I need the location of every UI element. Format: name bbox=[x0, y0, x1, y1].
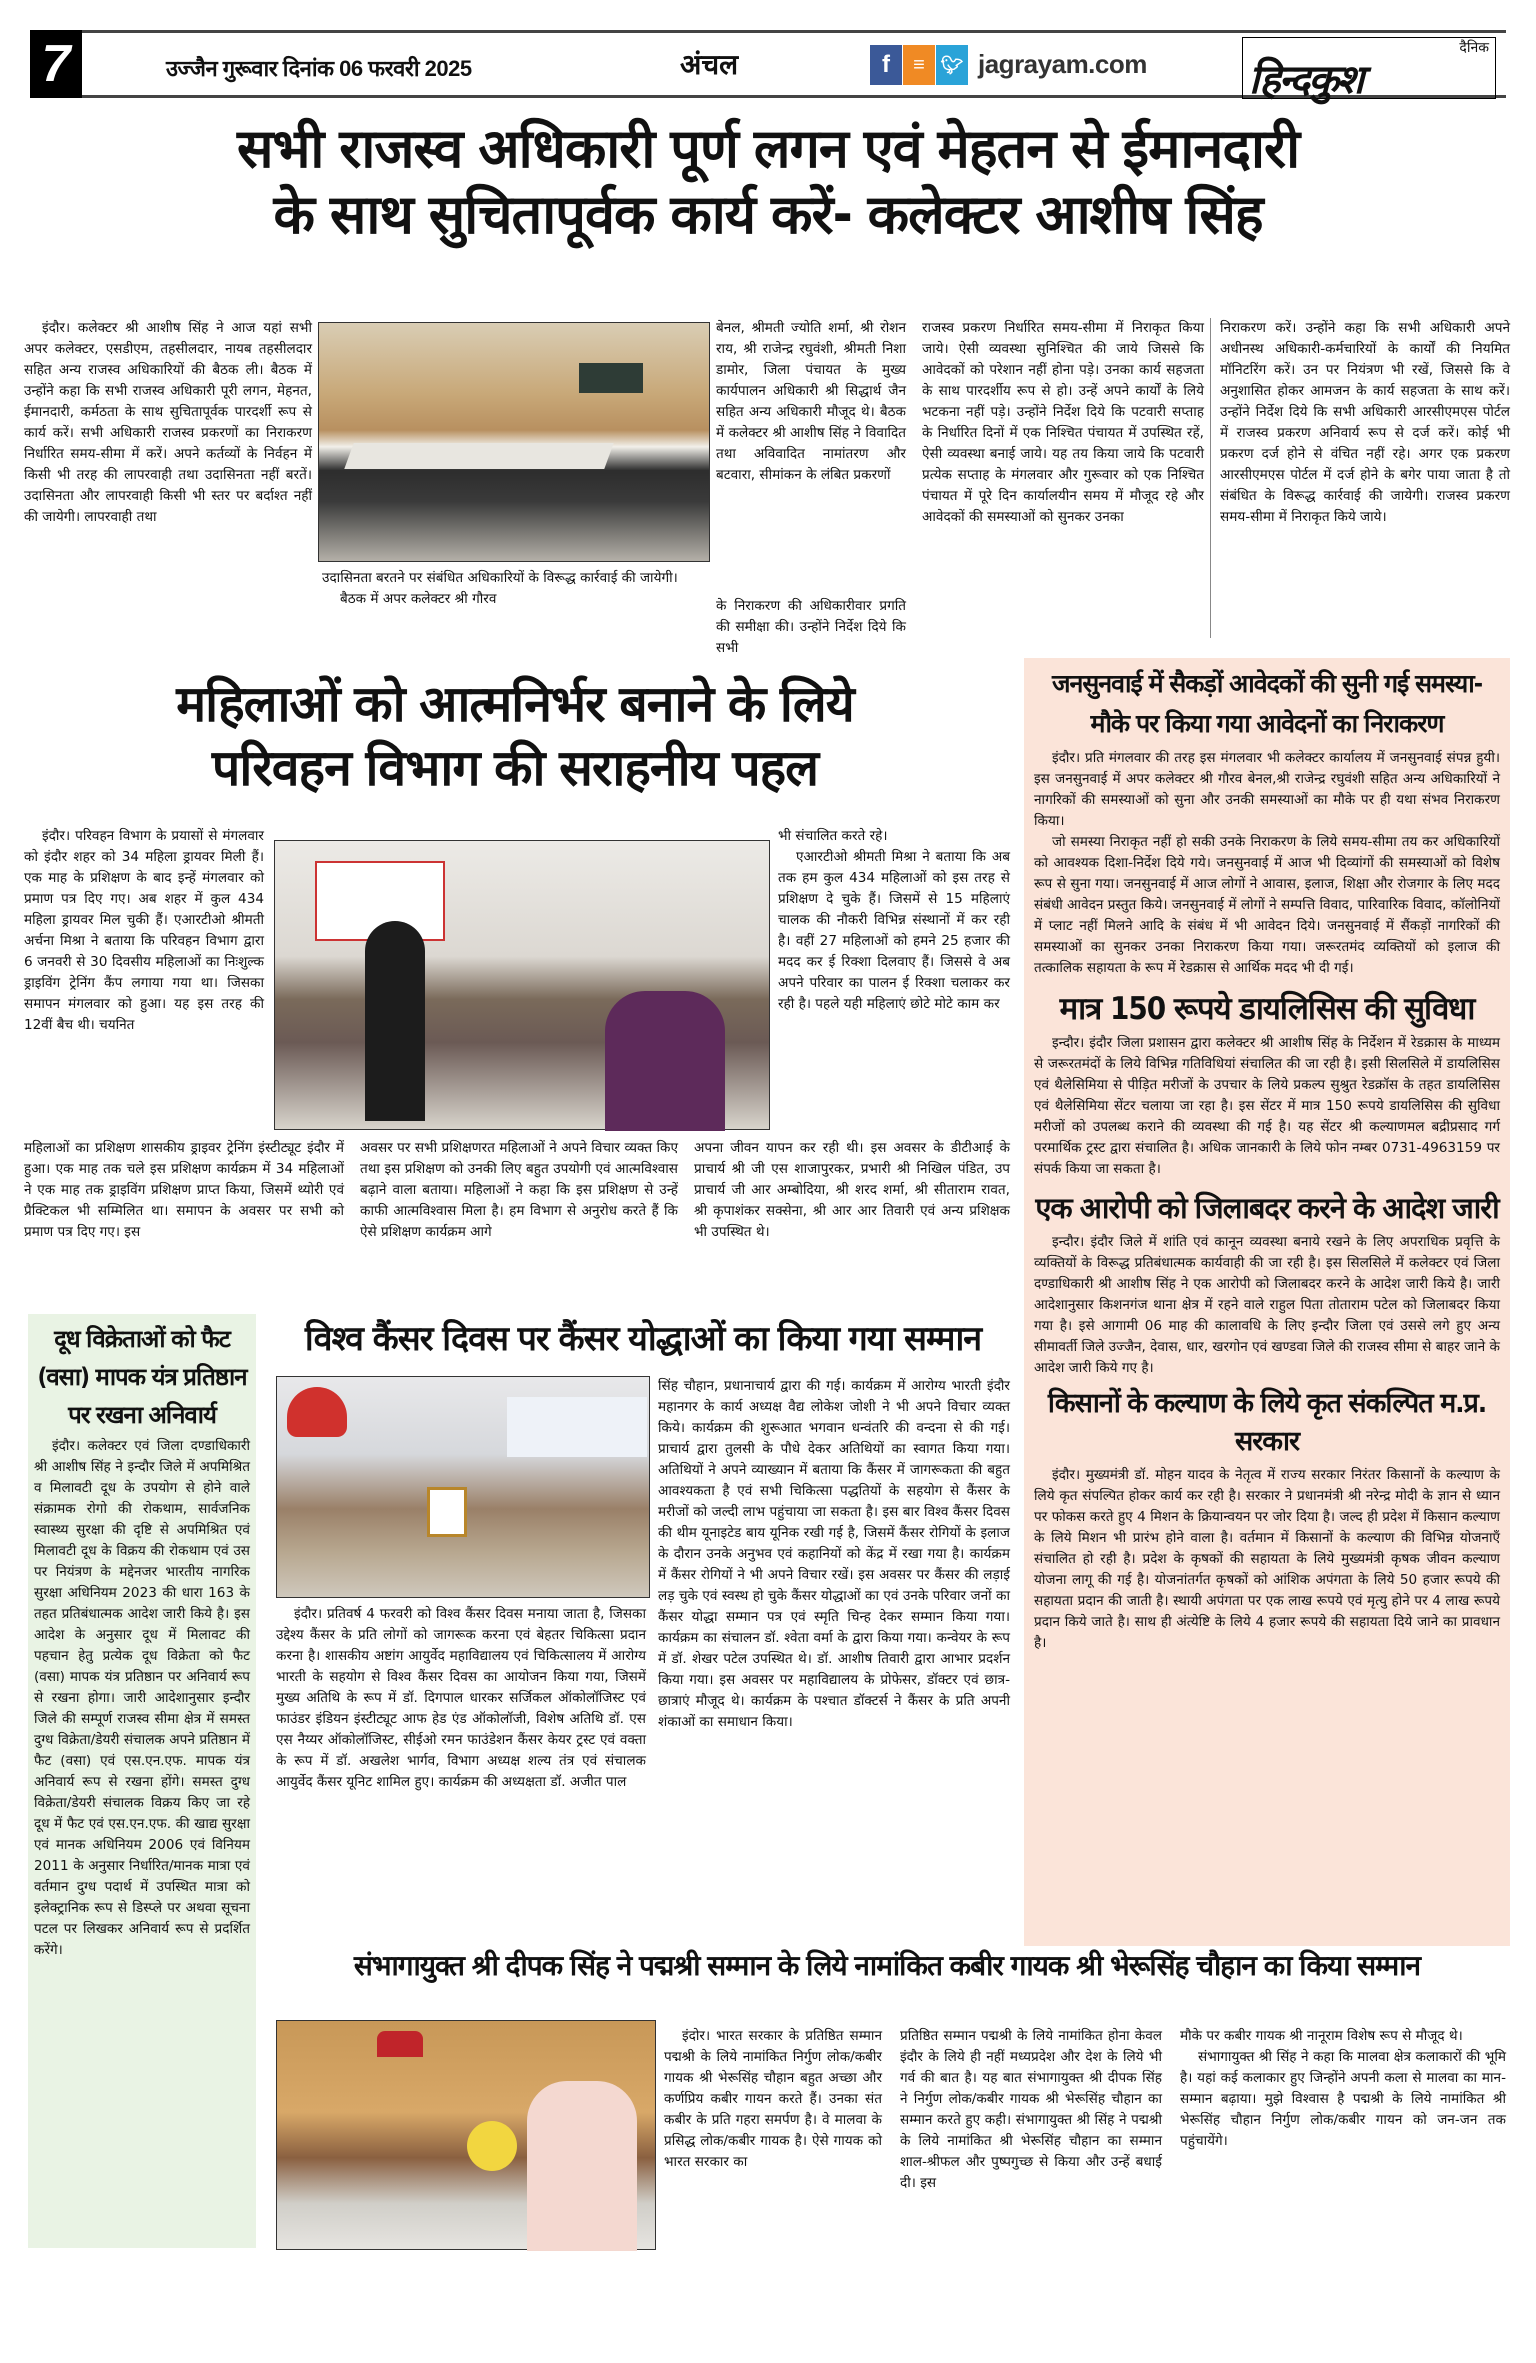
headline-line: सभी राजस्व अधिकारी पूर्ण लगन एवं मेहतन से ईमानदारी bbox=[236, 117, 1300, 180]
paragraph: एआरटीओ श्रीमती मिश्रा ने बताया कि अब तक हम कुल 434 महिलाओं को इस तरह से प्रशिक्षण दे चुके हैं। जिसमें से 15 महिलाएं चालक की नौकरी विभिन्न संस्थानों में कर रही है। वहीं 27 महिलाओं को हमने 25 हजार की मदद कर ई रिक्शा दिलवाए हैं। जिससे वे अब अपने परिवार का पालन ई रिक्शा चलाकर कर रही है। पहले यही महिलाएं छोटे मोटे काम कर bbox=[778, 849, 1010, 1012]
cancer-day-photo bbox=[276, 1376, 650, 1598]
section-name: अंचल bbox=[680, 49, 739, 80]
milk-fat-body bbox=[34, 1436, 250, 1961]
paragraph: प्रतिष्ठित सम्मान पद्मश्री के लिये नामांकित होना केवल इंदौर के लिये ही नहीं मध्यप्रदेश और देश के लिये भी गर्व की बात है। यह बात संभागायुक्त श्री दीपक सिंह ने निर्गुण लोक/कबीर गायक श्री भेरूसिंह चौहान का सम्मान करते हुए कही। संभागायुक्त श्री सिंह ने पद्मश्री के लिये नामांकित श्री भेरूसिंह चौहान का सम्मान शाल-श्रीफल और पुष्पगुच्छ से किया और उन्हें बधाई दी। इस bbox=[900, 2028, 1162, 2191]
headline-line: पर रखना अनिवार्य bbox=[68, 1401, 216, 1429]
certificate-in-photo bbox=[427, 1487, 467, 1537]
story1-column-3 bbox=[716, 318, 906, 574]
story3-headline: विश्व कैंसर दिवस पर कैंसर योद्धाओं का किया गया सम्मान bbox=[304, 1319, 982, 1359]
award-photo bbox=[276, 2020, 656, 2250]
green-sidebar-box bbox=[28, 1314, 256, 2248]
dialysis-body bbox=[1034, 1033, 1500, 1180]
story1-column-1 bbox=[24, 318, 312, 638]
story3-column-2 bbox=[658, 1376, 1010, 1922]
headline-line: के साथ सुचितापूर्वक कार्य करें- कलेक्टर आशीष सिंह bbox=[273, 183, 1263, 246]
story2-column-2 bbox=[360, 1138, 678, 1300]
story1-column-2 bbox=[322, 568, 706, 638]
zilabadar-body bbox=[1034, 1232, 1500, 1379]
newspaper-logo bbox=[1242, 37, 1496, 103]
story4-column-3 bbox=[1180, 2026, 1506, 2250]
page-number: 7 bbox=[30, 30, 82, 98]
person-in-photo bbox=[527, 2081, 637, 2251]
story1-headline bbox=[20, 116, 1516, 248]
paragraph: इंदौर। प्रतिवर्ष 4 फरवरी को विश्व कैंसर दिवस मनाया जाता है, जिसका उद्देश्य कैंसर के प्रति लोगों को जागरूक करना एवं बेहतर चिकित्सा प्रदान करना है। शासकीय अष्टांग आयुर्वेद महाविद्यालय एवं चिकित्सालय में आरोग्य भारती के सहयोग से विश्व कैंसर दिवस का आयोजन किया गया, जिसमें मुख्य अतिथि के रूप में डॉ. दिगपाल धारकर सर्जिकल ऑकोलॉजिस्ट एवं फाउंडर इंडियन इंस्टीट्यूट आफ हेड एंड ऑकोलॉजी, विशेष अतिथि डॉ. एस एस नैय्यर ऑकोलॉजिस्ट, सीईओ रमन फाउंडेशन कैंसर केयर ट्रस्ट एवं वक्ता के रूप में डॉ. अखलेश भार्गव, विभाग अध्यक्ष शल्य तंत्र एवं संचालक आयुर्वेद कैंसर यूनिट शामिल हुए। कार्यक्रम की अध्यक्षता डॉ. अजीत पाल bbox=[276, 1606, 646, 1790]
paragraph: इन्दौर। इंदौर जिले में शांति एवं कानून व्यवस्था बनाये रखने के लिए अपराधिक प्रवृत्ति के व्यक्तियों के विरूद्ध प्रतिबंधात्मक कार्यवाही की जा रही है। इस सिलसिले में कलेक्टर एवं जिला दण्डाधिकारी श्री आशीष सिंह ने एक आरोपी को जिलाबदर करने के आदेश जारी किये है। जारी आदेशानुसार किशनगंज थाना क्षेत्र में रहने वाले राहुल पिता तोताराम पटेल को जिलाबदर किया गया है। इसे आगामी 06 माह की कालावधि के लिए इन्दौर जिला एवं उससे लगे हुए अन्य सीमावर्ती जिले उज्जैन, देवास, धार, खरगोन एवं खण्डवा जिले की राजस्व सीमा से बाहर जाने के आदेश जारी किये गए है। bbox=[1034, 1234, 1500, 1376]
paragraph: इंदौर। मुख्यमंत्री डॉ. मोहन यादव के नेतृत्व में राज्य सरकार निरंतर किसानों के कल्याण के लिये कृत संपल्पित होकर कार्य कर रही है। सरकार ने प्रधानमंत्री श्री नरेन्द्र मोदी के ज्ञान से ध्यान पर फोकस करते हुए 4 मिशन के क्रियान्वयन पर जोर दिया है। जल्द ही प्रदेश में किसान कल्याण के लिये मिशन भी प्रारंभ होने वाला है। वर्तमान में किसानों के कल्याण की विभिन्न योजनाएँ संचालित हो रही है। प्रदेश के कृषकों की सहायता के लिये मुख्यमंत्री कृषक जीवन कल्याण योजना लागू की गई है। योजनांतर्गत कृषकों को आंशिक अपंगता के लिये 50 हजार रूपये की सहायता प्रदान की जाती है। स्थायी अपंगता पर एक लाख रूपये एवं मृत्यु होने पर 4 लाख रूपये प्रदान किये जाते है। साथ ही अंत्येष्टि के लिये 4 हजार रूपये की सहायता दिये जाने का प्रावधान है। bbox=[1034, 1467, 1500, 1651]
story2-column-3 bbox=[778, 826, 1010, 1136]
paragraph: बैठक में अपर कलेक्टर श्री गौरव bbox=[340, 591, 497, 607]
paragraph: इन्दौर। इंदौर जिला प्रशासन द्वारा कलेक्टर श्री आशीष सिंह के निर्देशन में रेडक्रास के माध्यम से जरूरतमंदों के लिये विभिन्न गतिविधियां संचालित की जा रही है। इसी सिलसिले में डायलिसिस एवं थैलेसिमिया से पीड़ित मरीजों के उपचार के लिये प्रकल्प सुश्रुत रेडक्रॉस के तहत डायलिसिस एवं थैलेसिमिया सेंटर चलाया जा रहा है। इस सेंटर में मात्र 150 रूपये डायलिसिस की सुविधा मरीजों को उपलब्ध कराने की व्यवस्था की गई है। यह सेंटर श्री कल्याणमल बद्रीप्रसाद गर्ग परमार्थिक ट्रस्ट द्वारा संचालित है। अधिक जानकारी के लिये फोन नम्बर 0731-4963159 पर संपर्क किया जा सकता है। bbox=[1034, 1035, 1500, 1177]
bouquet-in-photo bbox=[467, 2121, 517, 2171]
jansunwai-body bbox=[1034, 748, 1500, 979]
kisan-body bbox=[1034, 1465, 1500, 1654]
paragraph: जो समस्या निराकृत नहीं हो सकी उनके निराकरण के लिये समय-सीमा तय कर अधिकारियों को आवश्यक दिशा-निर्देश दिये गये। जनसुनवाई में आज भी दिव्यांगों की समस्याओं को विशेष रूप से सुना गया। जनसुनवाई में आज लोगों ने आवास, इलाज, शिक्षा और रोजगार के लिए मदद संबंधी आवेदन प्रस्तुत किये। जनसुनवाई में लोगों ने सम्पत्ति विवाद, पारिवारिक विवाद, कॉलोनियों में प्लाट नहीं मिलने आदि के संबंध में भी आवेदन दिये। जनसुनवाई में सैंकड़ों नागरिकों की समस्याओं का सुनकर उनका निराकरण किया गया। जरूरतमंद व्यक्तियों को इलाज की तत्कालिक सहायता के रूप में रेडक्रास से आर्थिक मदद भी दी गई। bbox=[1034, 834, 1500, 976]
cap-in-photo bbox=[377, 2031, 423, 2057]
jansunwai-headline bbox=[1032, 664, 1502, 744]
logo-wordmark: हिन्दकुश bbox=[1249, 56, 1363, 103]
story3-column-1 bbox=[276, 1604, 646, 1922]
headline-line: (वसा) मापक यंत्र प्रतिष्ठान bbox=[37, 1363, 247, 1391]
training-ceremony-photo bbox=[274, 840, 770, 1130]
meeting-photo bbox=[318, 322, 710, 562]
turban-in-photo bbox=[287, 1387, 347, 1437]
dateline: उज्जैन गुरूवार दिनांक 06 फरवरी 2025 bbox=[166, 56, 472, 81]
paragraph: इंदौर। प्रति मंगलवार की तरह इस मंगलवार भी कलेक्टर कार्यालय में जनसुनवाई संपन्न हुयी। इस जनसुनवाई में अपर कलेक्टर श्री गौरव बेनल,श्री राजेन्द्र रघुवंशी सहित अन्य अधिकारियों ने नागरिकों की समस्याओं को सुना और उनकी समस्याओं का मौके पर ही यथा संभव निराकरण किया। bbox=[1034, 750, 1500, 829]
story2-headline bbox=[20, 672, 1010, 800]
story1-column-3-end bbox=[716, 596, 906, 656]
table-in-photo bbox=[344, 443, 613, 469]
story4-column-1 bbox=[664, 2026, 882, 2250]
paragraph: बेनल, श्रीमती ज्योति शर्मा, श्री रोशन राय, श्री राजेन्द्र रघुवंशी, श्रीमती निशा डामोर, जिला पंचायत के मुख्य कार्यपालन अधिकारी श्री सिद्धार्थ जैन सहित अन्य अधिकारी मौजूद थे। बैठक में कलेक्टर श्री आशीष सिंह ने विवादित तथा अविवादित नामांतरण और बटवारा, सीमांकन के लंबित प्रकरणों bbox=[716, 320, 906, 483]
headline-line: परिवहन विभाग की सराहनीय पहल bbox=[211, 739, 819, 797]
headline-line: जनसुनवाई में सैकड़ों आवेदकों की सुनी गई समस्या- bbox=[1051, 669, 1483, 698]
website-link[interactable]: jagrayam.com bbox=[978, 49, 1147, 79]
pink-sidebar-box bbox=[1024, 658, 1510, 1946]
banner-in-photo bbox=[507, 1397, 647, 1457]
milk-fat-headline bbox=[32, 1320, 252, 1434]
headline-line: दूध विक्रेताओं को फैट bbox=[54, 1325, 230, 1353]
paragraph: इंदोर। भारत सरकार के प्रतिष्ठित सम्मान पद्मश्री के लिये नामांकित निर्गुण लोक/कबीर गायक श्री भेरूसिंह चौहान बहुत अच्छा और कर्णप्रिय कबीर गायन करते हैं। उनका संत कबीर के प्रति गहरा समर्पण है। वे मालवा के प्रसिद्ध लोक/कबीर गायक है। ऐसे गायक को भारत सरकार का bbox=[664, 2028, 882, 2170]
story4-column-2 bbox=[900, 2026, 1162, 2250]
kisan-headline: किसानों के कल्याण के लिये कृत संकल्पित म.प्र. सरकार bbox=[1047, 1388, 1487, 1457]
person-in-photo bbox=[605, 991, 725, 1131]
story4-headline: संभागायुक्त श्री दीपक सिंह ने पद्मश्री सम्मान के लिये नामांकित कबीर गायक श्री भेरूसिंह चौहान का किया सम्मान bbox=[353, 1949, 1421, 1982]
logo-tagline: दैनिक bbox=[1459, 40, 1489, 56]
person-in-photo bbox=[365, 921, 425, 1121]
facebook-icon[interactable]: f bbox=[870, 45, 902, 85]
paragraph: महिलाओं का प्रशिक्षण शासकीय ड्राइवर ट्रेनिंग इंस्टीट्यूट इंदौर में हुआ। एक माह तक चले इस प्रशिक्षण कार्यक्रम में 34 महिलाओं ने एक माह तक ड्राइविंग प्रशिक्षण प्राप्त किया, जिसमें थ्योरी एवं प्रैक्टिकल भी सम्मिलित था। समापन के अवसर पर सभी को प्रमाण पत्र दिए गए। इस bbox=[24, 1140, 344, 1240]
paragraph: सिंह चौहान, प्रधानाचार्य द्वारा की गई। कार्यक्रम में आरोग्य भारती इंदौर महानगर के कार्य अध्यक्ष वैद्य लोकेश जोशी ने भी अपने विचार व्यक्त किये। कार्यक्रम की शुरूआत भगवान धन्वंतरि की वन्दना से की गई। प्राचार्य द्वारा तुलसी के पौधे देकर अतिथियों का स्वागत किया गया। अतिथियों ने अपने व्याख्यान में बताया कि कैंसर में जागरूकता की बहुत आवश्यकता है एवं सभी चिकित्सा पद्धतियों के सहयोग से कैंसर के मरीजों को जल्दी लाभ पहुंचाया जा सकता है। इस बार विश्व कैंसर दिवस की थीम यूनाइटेड बाय यूनिक रखी गई है, जिसमें कैंसर रोगियों के इलाज के दौरान उनके अनुभव एवं कहानियों को केंद्र में रखा गया है। कार्यक्रम में कैंसर रोगियों ने भी अपने विचार रखें। इस अवसर पर कैंसर की लड़ाई लड़ चुके एवं स्वस्थ हो चुके कैंसर योद्धाओं का एवं उनके परिवार जनों का कैंसर योद्धा सम्मान पत्र एवं स्मृति चिन्ह देकर सम्मान किया गया। कार्यक्रम का संचालन डॉ. श्वेता वर्मा के द्वारा किया गया। कन्वेयर के रूप में डॉ. शेखर पटेल उपस्थित थे। डॉ. आशीष तिवारी द्वारा आभार प्रदर्शन किया गया। इस अवसर पर महाविद्यालय के प्रोफेसर, डॉक्टर एवं छात्र-छात्राएं मौजूद थे। कार्यक्रम के पश्चात डॉक्टर्स ने कैंसर के प्रति अपनी शंकाओं का समाधान किया। bbox=[658, 1378, 1010, 1730]
paragraph: संभागायुक्त श्री सिंह ने कहा कि मालवा क्षेत्र कलाकारों की भूमि है। यहां कई कलाकार हुए जिन्होंने अपनी कला से मालवा का मान-सम्मान बढ़ाया। मुझे विश्वास है पद्मश्री के लिये नामांकित श्री भेरूसिंह चौहान निर्गुण लोक/कबीर गायन को जन-जन तक पहुंचायेंगे। bbox=[1180, 2049, 1506, 2149]
paragraph: राजस्व प्रकरण निर्धारित समय-सीमा में निराकृत किया जाये। ऐसी व्यवस्था सुनिश्चित की जाये जिससे कि आवेदकों को परेशान नहीं होना पड़े। उनका कार्य सहजता के साथ पारदर्शीय रूप से हो। उन्हें अपने कार्यों के लिये भटकना नहीं पड़े। उन्होंने निर्देश दिये कि पटवारी सप्ताह के निर्धारित दिनों में एक निश्चित पंचायत में उपस्थित रहें, ऐसी व्यवस्था बनाई जाये। यह तय किया जाये कि पटवारी प्रत्येक सप्ताह के मंगलवार और गुरूवार को एक निश्चित पंचायत में पूरे दिन कार्यालयीन समय में मौजूद रहे और आवेदकों की समस्याओं को सुनकर उनका bbox=[922, 320, 1204, 525]
headline-line: मौके पर किया गया आवेदनों का निराकरण bbox=[1090, 709, 1444, 738]
paragraph: अपना जीवन यापन कर रही थी। इस अवसर के डीटीआई के प्राचार्य श्री जी एस शाजापुरकर, प्रभारी श्री निखिल पंडित, उप प्राचार्य जी आर अम्बोदिया, श्री शरद शर्मा, श्री सीताराम रावत, श्री कृपाशंकर सक्सेना, श्री आर आर तिवारी एवं अन्य प्रशिक्षक भी उपस्थित थे। bbox=[694, 1140, 1010, 1240]
story2-column-1 bbox=[24, 826, 264, 1136]
zilabadar-headline: एक आरोपी को जिलाबदर करने के आदेश जारी bbox=[1035, 1191, 1499, 1225]
story2-column-3c bbox=[694, 1138, 1010, 1300]
paragraph: मौके पर कबीर गायक श्री नानूराम विशेष रूप से मौजूद थे। bbox=[1180, 2028, 1463, 2044]
story1-column-5 bbox=[1220, 318, 1510, 638]
paragraph: भी संचालित करते रहे। bbox=[778, 828, 888, 844]
twitter-icon[interactable]: 🐦︎ bbox=[936, 45, 968, 85]
screen-in-photo bbox=[579, 363, 643, 393]
rss-icon[interactable]: ≡ bbox=[903, 45, 935, 85]
paragraph: इंदौर। परिवहन विभाग के प्रयासों से मंगलवार को इंदौर शहर को 34 महिला ड्रायवर मिली हैं। एक माह के प्रशिक्षण के बाद इन्हें मंगलवार को प्रमाण पत्र दिए गए। अब शहर में कुल 434 महिला ड्रायवर मिल चुकी हैं। एआरटीओ श्रीमती अर्चना मिश्रा ने बताया कि परिवहन विभाग द्वारा 6 जनवरी से 30 दिवसीय महिलाओं का निःशुल्क ड्राइविंग ट्रेनिंग कैंप लगाया गया था। जिसका समापन मंगलवार को हुआ। यह इस तरह की 12वीं बैच थी। चयनित bbox=[24, 828, 264, 1033]
dialysis-headline: मात्र 150 रूपये डायलिसिस की सुविधा bbox=[1059, 991, 1475, 1027]
paragraph: अवसर पर सभी प्रशिक्षणरत महिलाओं ने अपने विचार व्यक्त किए तथा इस प्रशिक्षण को उनकी लिए बहुत उपयोगी एवं आत्मविश्वास बढ़ाने वाला बताया। महिलाओं ने कहा कि इस प्रशिक्षण से उन्हें काफी आत्मविश्वास मिला है। हम विभाग से अनुरोध करते हैं कि ऐसे प्रशिक्षण कार्यक्रम आगे bbox=[360, 1140, 678, 1240]
paragraph: निराकरण करें। उन्होंने कहा कि सभी अधिकारी अपने अधीनस्थ अधिकारी-कर्मचारियों के कार्यों की नियमित मॉनिटरिंग करें। उन पर नियंत्रण भी रखें, जिससे कि वे अनुशासित होकर आमजन के कार्य सहजता के साथ करें। उन्होंने निर्देश दिये कि सभी अधिकारी आरसीएमएस पोर्टल में राजस्व प्रकरण अनिवार्य रूप से दर्ज करें। कोई भी प्रकरण दर्ज होने से वंचित नहीं रहे। अगर एक प्रकरण आरसीएमएस पोर्टल में दर्ज होने के बगेर पाया जाता है तो संबंधित के विरूद्ध कार्रवाई की जायेगी। राजस्व प्रकरण समय-सीमा में निराकृत किये जाये। bbox=[1220, 320, 1510, 525]
headline-line: महिलाओं को आत्मनिर्भर बनाने के लिये bbox=[176, 675, 854, 733]
paragraph: इंदौर। कलेक्टर एवं जिला दण्डाधिकारी श्री आशीष सिंह ने इन्दौर जिले में अपमिश्रित व मिलावटी दूध के उपयोग से होने वाले संक्रामक रोगो की रोकथाम, सार्वजनिक स्वास्थ्य सुरक्षा की दृष्टि से अपमिश्रित एवं मिलावटी दूध के विक्रय की रोकथाम एवं उस पर नियंत्रण के मद्देनजर भारतीय नागरिक सुरक्षा अधिनियम 2023 की धारा 163 के तहत प्रतिबंधात्मक आदेश जारी किये है। इस आदेश के अनुसार दूध में मिलावट की पहचान हेतु प्रत्येक दूध विक्रेता को फैट (वसा) मापक यंत्र प्रतिष्ठान पर अनिवार्य रूप से रखना होगा। जारी आदेशानुसार इन्दौर जिले की सम्पूर्ण राजस्व सीमा क्षेत्र में समस्त दुग्ध विक्रेता/डेयरी संचालक अपने प्रतिष्ठान में फैट (वसा) एवं एस.एन.एफ. मापक यंत्र अनिवार्य रूप से रखना होंगे। समस्त दुग्ध विक्रेता/डेयरी संचालक विक्रय किए जा रहे दूध में फैट एवं एस.एन.एफ. की खाद्य सुरक्षा एवं मानक अधिनियम 2006 एवं विनियम 2011 के अनुसार निर्धारित/मानक मात्रा एवं वर्तमान दुग्ध पदार्थ में उपस्थित मात्रा को इलेक्ट्रानिक रूप से डिस्प्ले पर अथवा सूचना पटल पर लिखकर अनिवार्य रूप से प्रदर्शित करेंगे। bbox=[34, 1438, 250, 1958]
masthead bbox=[30, 30, 1506, 103]
story2-column-1b bbox=[24, 1138, 344, 1300]
paragraph: उदासिनता बरतने पर संबंधित अधिकारियों के विरूद्ध कार्रवाई की जायेगी। bbox=[322, 570, 678, 586]
paragraph: इंदौर। कलेक्टर श्री आशीष सिंह ने आज यहां सभी अपर कलेक्टर, एसडीएम, तहसीलदार, नायब तहसीलदार सहित अन्य राजस्व अधिकारियों की बैठक ली। बैठक में उन्होंने कहा कि सभी राजस्व अधिकारी पूरी लगन, मेहनत, ईमानदारी, कर्मठता के साथ सुचितापूर्वक पारदर्शी रूप से कार्य करें। सभी अधिकारी राजस्व प्रकरणों का निराकरण निर्धारित समय-सीमा में करें। अपने कर्तव्यों के निर्वहन में किसी भी तरह की लापरवाही तथा उदासिनता नहीं बरतें। उदासिनता और लापरवाही किसी भी स्तर पर बर्दाश्त नहीं की जायेगी। लापरवाही तथा bbox=[24, 320, 312, 525]
paragraph: के निराकरण की अधिकारीवार प्रगति की समीक्षा की। उन्होंने निर्देश दिये कि सभी bbox=[716, 598, 906, 656]
column-rule bbox=[1210, 318, 1211, 638]
story1-column-4 bbox=[922, 318, 1204, 638]
